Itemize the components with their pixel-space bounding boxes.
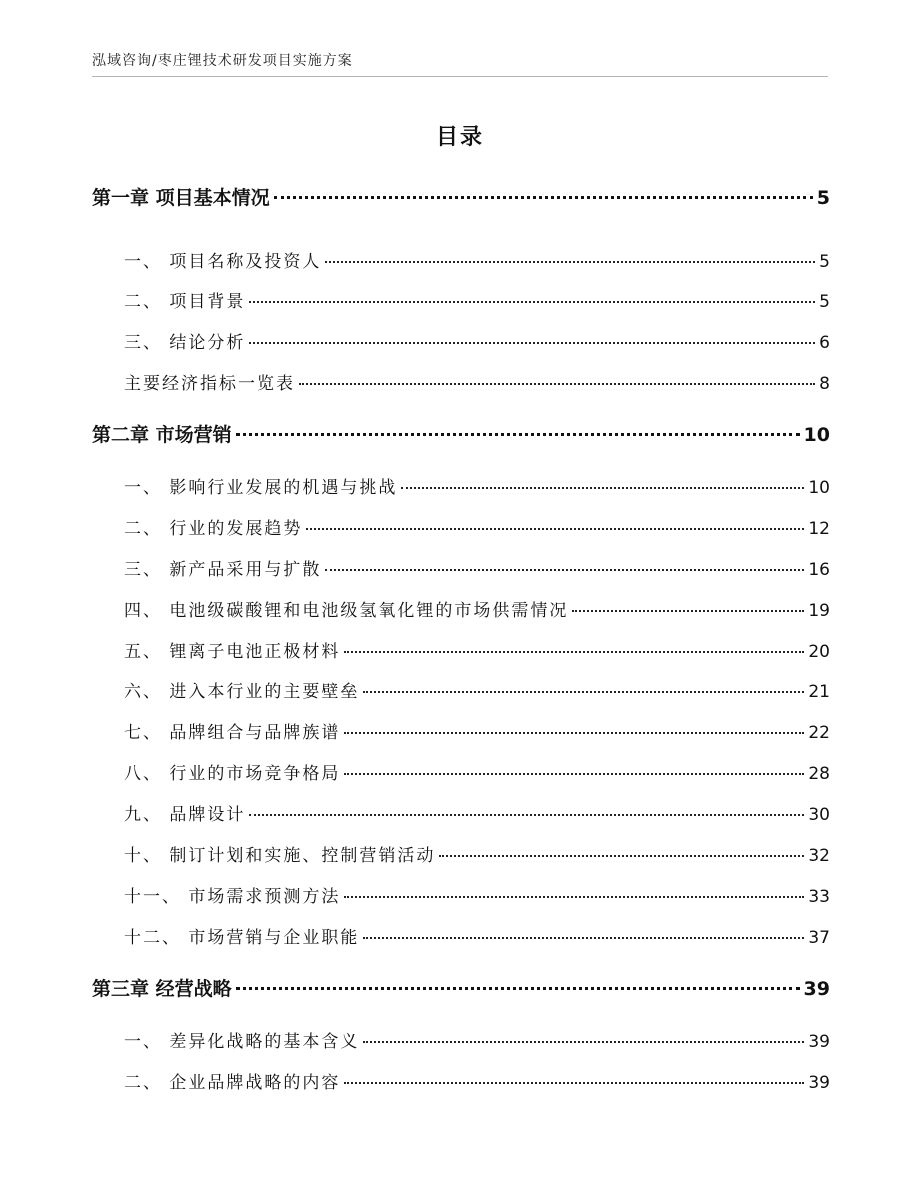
toc-page-number: 39 <box>808 1073 830 1093</box>
dot-leader <box>363 1041 804 1043</box>
dot-leader <box>572 610 804 612</box>
toc-page-number: 5 <box>819 292 830 312</box>
dot-leader <box>363 691 804 693</box>
toc-entry-label: 六、 进入本行业的主要壁垒 <box>124 682 360 702</box>
dot-leader <box>236 433 800 436</box>
toc-section-entry[interactable] <box>124 677 830 702</box>
dot-leader <box>439 855 804 857</box>
toc-entry-label: 九、 品牌设计 <box>124 805 246 825</box>
toc-section-entry[interactable] <box>124 882 830 907</box>
toc-section-entry[interactable] <box>124 555 830 580</box>
dot-leader <box>249 301 815 303</box>
toc-chapter-entry[interactable] <box>92 183 830 210</box>
header-divider <box>92 76 828 77</box>
toc-entry-label: 一、 差异化战略的基本含义 <box>124 1032 360 1052</box>
toc-section-entry[interactable] <box>124 1068 830 1093</box>
toc-entry-label: 二、 企业品牌战略的内容 <box>124 1073 341 1093</box>
dot-leader <box>249 814 804 816</box>
toc-page-number: 22 <box>808 723 830 743</box>
toc-page-number: 19 <box>808 601 830 621</box>
dot-leader <box>249 342 815 344</box>
toc-page-number: 16 <box>808 560 830 580</box>
dot-leader <box>236 987 800 990</box>
toc-page-number: 10 <box>803 424 830 446</box>
toc-entry-label: 三、 新产品采用与扩散 <box>124 560 322 580</box>
toc-section-entry[interactable] <box>124 841 830 866</box>
toc-section-entry[interactable] <box>124 637 830 662</box>
toc-entry-label: 四、 电池级碳酸锂和电池级氢氧化锂的市场供需情况 <box>124 601 569 621</box>
dot-leader <box>344 732 804 734</box>
toc-section-entry[interactable] <box>124 473 830 498</box>
toc-page-number: 6 <box>819 333 830 353</box>
toc-entry-label: 一、 影响行业发展的机遇与挑战 <box>124 478 398 498</box>
toc-entry-label: 十一、 市场需求预测方法 <box>124 887 341 907</box>
toc-page-number: 5 <box>816 187 830 209</box>
toc-entry-label: 二、 项目背景 <box>124 292 246 312</box>
dot-leader <box>299 383 815 385</box>
toc-title: 目录 <box>435 125 484 150</box>
dot-leader <box>344 773 804 775</box>
toc-section-entry[interactable] <box>124 514 830 539</box>
toc-page-number: 5 <box>819 252 830 272</box>
toc-entry-label: 七、 品牌组合与品牌族谱 <box>124 723 341 743</box>
dot-leader <box>344 651 804 653</box>
toc-page-number: 12 <box>808 519 830 539</box>
toc-page-number: 39 <box>808 1032 830 1052</box>
toc-chapter-entry[interactable] <box>92 974 830 1001</box>
page-header: 泓域咨询/枣庄锂技术研发项目实施方案 <box>92 53 353 69</box>
dot-leader <box>344 1082 804 1084</box>
toc-page-number: 39 <box>803 978 830 1000</box>
toc-entry-label: 三、 结论分析 <box>124 333 246 353</box>
dot-leader <box>325 261 815 263</box>
toc-page-number: 28 <box>808 764 830 784</box>
toc-page-number: 30 <box>808 805 830 825</box>
toc-section-entry[interactable] <box>124 1027 830 1052</box>
toc-page-number: 8 <box>819 374 830 394</box>
toc-entry-label: 十、 制订计划和实施、控制营销活动 <box>124 846 436 866</box>
toc-entry-label: 第一章 项目基本情况 <box>92 187 270 209</box>
toc-entry-label: 一、 项目名称及投资人 <box>124 252 322 272</box>
toc-entry-label: 十二、 市场营销与企业职能 <box>124 928 360 948</box>
dot-leader <box>401 487 804 489</box>
toc-page-number: 37 <box>808 928 830 948</box>
dot-leader <box>306 528 804 530</box>
toc-section-entry[interactable] <box>124 596 830 621</box>
toc-page-number: 20 <box>808 642 830 662</box>
toc-entry-label: 第三章 经营战略 <box>92 978 232 1000</box>
toc-section-entry[interactable] <box>124 800 830 825</box>
toc-entry-label: 第二章 市场营销 <box>92 424 232 446</box>
dot-leader <box>363 937 804 939</box>
toc-chapter-entry[interactable] <box>92 420 830 447</box>
toc-page-number: 33 <box>808 887 830 907</box>
toc-section-entry[interactable] <box>124 718 830 743</box>
toc-page-number: 10 <box>808 478 830 498</box>
toc-section-entry[interactable] <box>124 247 830 272</box>
dot-leader <box>274 196 813 199</box>
dot-leader <box>325 569 804 571</box>
toc-section-entry[interactable] <box>124 369 830 394</box>
toc-entry-label: 八、 行业的市场竞争格局 <box>124 764 341 784</box>
dot-leader <box>344 896 804 898</box>
toc-entry-label: 五、 锂离子电池正极材料 <box>124 642 341 662</box>
toc-page-number: 21 <box>808 682 830 702</box>
toc-section-entry[interactable] <box>124 328 830 353</box>
toc-entry-label: 二、 行业的发展趋势 <box>124 519 303 539</box>
toc-section-entry[interactable] <box>124 287 830 312</box>
toc-section-entry[interactable] <box>124 923 830 948</box>
toc-page-number: 32 <box>808 846 830 866</box>
toc-section-entry[interactable] <box>124 759 830 784</box>
toc-entry-label: 主要经济指标一览表 <box>124 374 295 394</box>
